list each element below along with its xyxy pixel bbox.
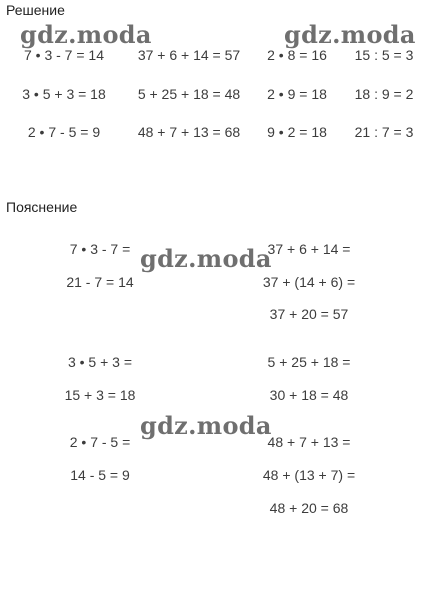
explanation-step: 48 + 7 + 13 = [267, 434, 351, 450]
solution-heading: Решение [6, 2, 65, 18]
solution-equation: 2 • 7 - 5 = 9 [27, 124, 101, 140]
explanation-step: 3 • 5 + 3 = [67, 354, 133, 370]
explanation-step: 48 + (13 + 7) = [262, 467, 356, 483]
explanation-step: 7 • 3 - 7 = [69, 241, 131, 257]
watermark: gdz.moda [284, 20, 416, 49]
solution-equation: 5 + 25 + 18 = 48 [137, 86, 241, 102]
solution-equation: 37 + 6 + 14 = 57 [137, 47, 241, 63]
watermark: gdz.moda [140, 411, 272, 440]
explanation-step: 2 • 7 - 5 = [69, 434, 131, 450]
explanation-step: 30 + 18 = 48 [269, 387, 349, 403]
solution-equation: 7 • 3 - 7 = 14 [23, 47, 105, 63]
explanation-step: 48 + 20 = 68 [269, 500, 349, 516]
explanation-step: 37 + 20 = 57 [269, 306, 349, 322]
explanation-heading: Пояснение [6, 199, 78, 215]
solution-equation: 3 • 5 + 3 = 18 [22, 86, 106, 102]
explanation-step: 37 + (14 + 6) = [262, 274, 356, 290]
solution-equation: 15 : 5 = 3 [354, 47, 414, 63]
watermark: gdz.moda [20, 20, 152, 49]
solution-equation: 18 : 9 = 2 [354, 86, 414, 102]
explanation-step: 5 + 25 + 18 = [267, 354, 351, 370]
solution-equation: 2 • 8 = 16 [267, 47, 327, 63]
solution-equation: 9 • 2 = 18 [267, 124, 327, 140]
explanation-step: 37 + 6 + 14 = [267, 241, 351, 257]
solution-equation: 21 : 7 = 3 [354, 124, 414, 140]
explanation-step: 21 - 7 = 14 [66, 274, 134, 290]
explanation-step: 15 + 3 = 18 [64, 387, 136, 403]
solution-equation: 2 • 9 = 18 [267, 86, 327, 102]
solution-equation: 48 + 7 + 13 = 68 [137, 124, 241, 140]
explanation-step: 14 - 5 = 9 [70, 467, 130, 483]
watermark: gdz.moda [140, 244, 272, 273]
